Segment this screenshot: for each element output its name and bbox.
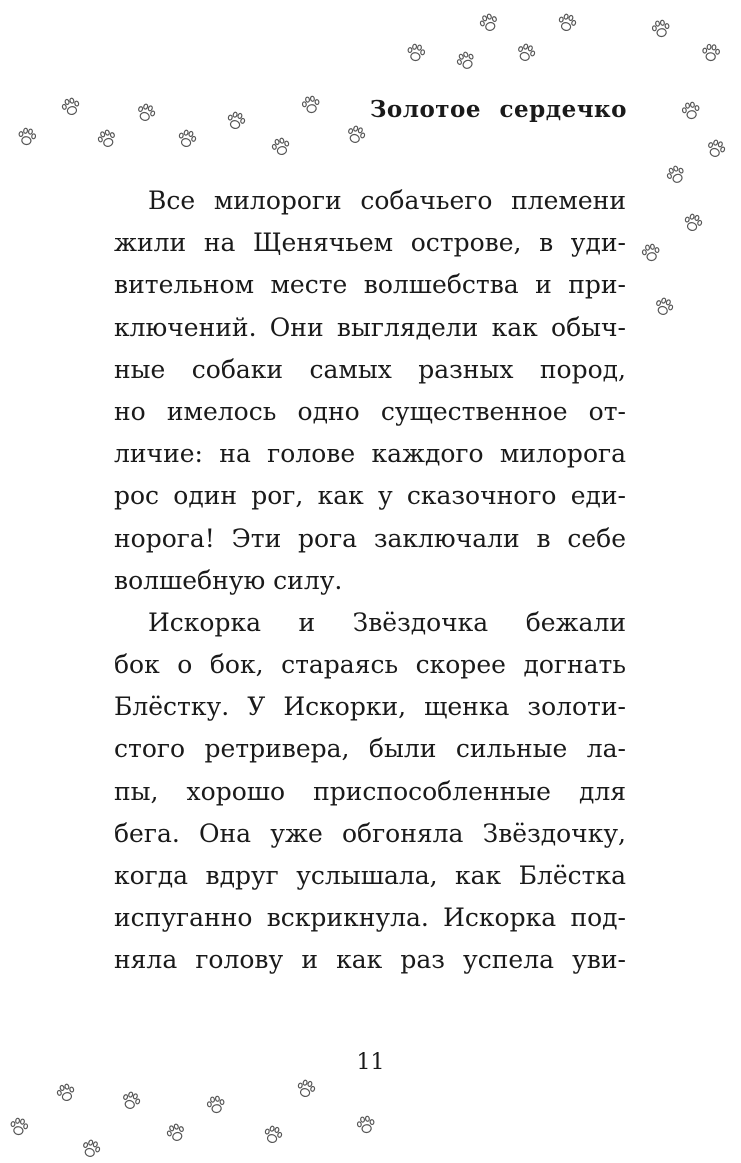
- text-line: ключений. Они выглядели как обыч-: [114, 312, 626, 342]
- text-line: когда вдруг услышала, как Блёстка: [114, 861, 626, 890]
- text-line: няла голову и как раз успела уви-: [114, 945, 626, 975]
- paragraph-2: [114, 602, 626, 982]
- text-line: Все милороги собачьего племени: [148, 186, 626, 215]
- paragraph-1: [114, 180, 626, 602]
- body-text: [114, 180, 626, 982]
- text-line: бега. Она уже обгоняла Звёздочку,: [114, 818, 626, 848]
- chapter-title: Золотое сердечко: [369, 96, 627, 123]
- paw-print-icon: [702, 135, 730, 163]
- text-line: Блёстку. У Искорки, щенка золоти-: [114, 692, 626, 722]
- text-line: стого ретривера, были сильные ла-: [114, 734, 626, 764]
- paw-print-icon: [260, 1122, 287, 1149]
- text-line: бок о бок, стараясь скорее догнать: [114, 650, 626, 680]
- paw-print-icon: [268, 134, 295, 161]
- text-line: жили на Щенячьем острове, в уди-: [114, 228, 626, 258]
- paw-print-icon: [223, 108, 250, 135]
- paw-print-icon: [403, 40, 428, 65]
- text-line: Искорка и Звёздочка бежали: [148, 607, 626, 637]
- paw-print-icon: [648, 16, 673, 41]
- paw-print-icon: [53, 1080, 80, 1107]
- text-line: вительном месте волшебства и при-: [114, 270, 626, 300]
- paw-print-icon: [680, 210, 707, 237]
- paw-print-icon: [342, 121, 370, 149]
- paw-print-icon: [650, 293, 678, 321]
- paw-print-icon: [293, 1076, 320, 1103]
- paw-print-icon: [661, 160, 690, 189]
- paw-print-icon: [475, 9, 503, 37]
- paw-print-icon: [678, 98, 703, 123]
- paw-print-icon: [162, 1119, 190, 1147]
- paw-print-icon: [699, 41, 723, 65]
- paw-print-icon: [6, 1114, 31, 1139]
- paw-print-icon: [353, 1112, 378, 1137]
- text-line: испуганно вскрикнула. Искорка под-: [114, 903, 626, 933]
- text-line: рос один рог, как у сказочного еди-: [114, 481, 626, 511]
- paw-print-icon: [298, 92, 323, 117]
- text-line: норога! Эти рога заключали в себе: [114, 523, 626, 553]
- text-line: пы, хорошо приспособленные для: [114, 776, 626, 806]
- paw-print-icon: [93, 125, 121, 153]
- text-line: личие: на голове каждого милорога: [114, 439, 626, 469]
- text-line: ные собаки самых разных пород,: [114, 354, 626, 384]
- paw-print-icon: [554, 10, 581, 37]
- paw-print-icon: [117, 1087, 145, 1115]
- text-line: волшебную силу.: [114, 565, 343, 595]
- paw-print-icon: [14, 124, 39, 149]
- paw-print-icon: [512, 39, 540, 67]
- paw-print-icon: [451, 46, 480, 75]
- text-line: но имелось одно существенное от-: [114, 396, 626, 426]
- paw-print-icon: [638, 240, 663, 265]
- paw-print-icon: [58, 94, 85, 121]
- paw-print-icon: [174, 126, 201, 153]
- paw-print-icon: [203, 1092, 228, 1117]
- page-number: 11: [356, 1050, 385, 1075]
- paw-print-icon: [132, 99, 160, 127]
